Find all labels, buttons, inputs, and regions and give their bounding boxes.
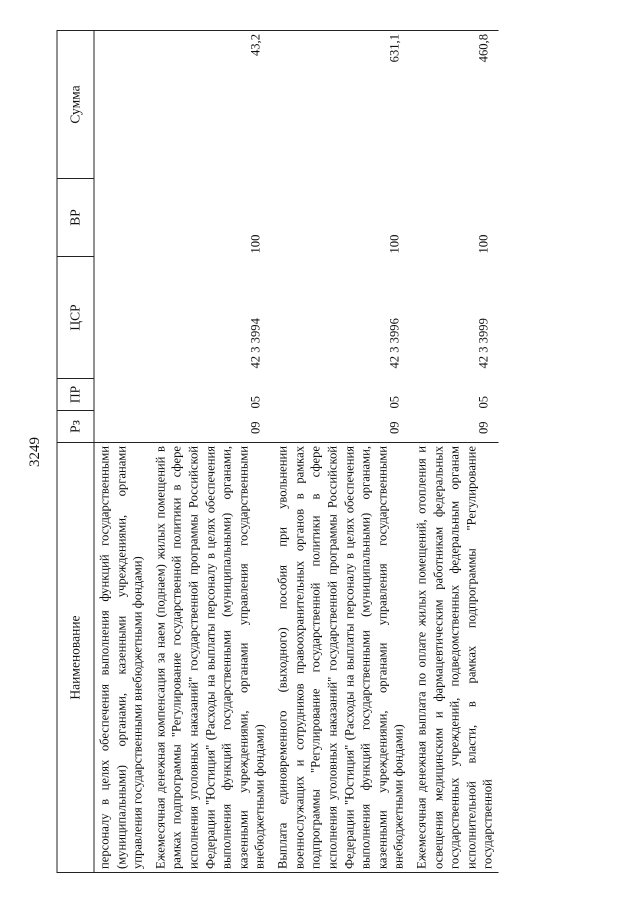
row-csr: [94, 257, 148, 379]
row-csr: 42 3 3999: [476, 318, 491, 369]
row-vr: [94, 179, 148, 257]
row-vr: 100: [387, 234, 402, 254]
row-name: персоналу в целях обеспечения выполнения функций государственными (муниципальными) органами, казенными учреждениями, органами управления государственными внебюджетными фондами): [94, 443, 148, 873]
row-rz: [94, 411, 148, 443]
row-rz: 09: [387, 421, 402, 434]
row-csr: 42 3 3996: [387, 318, 402, 369]
header-pr: ПР: [57, 379, 94, 411]
row-name: Ежемесячная денежная компенсация за наем (поднаем) жилых помещений в рамках подпрограммы "Регулирование государственной политики в сфере исполнения уголовных наказаний" государственной программы Российской Федерации "Юстиция" (Расходы на выплаты персоналу в целях обеспечения выполнения функций государственными (муниципальными) органами, казенными учреждениями, органами управления государственными внебюджетными фондами): [148, 443, 270, 873]
page-number: 3249: [27, 437, 43, 467]
row-sum: 460,8: [409, 31, 498, 179]
budget-table: [57, 30, 499, 873]
row-name: Ежемесячная денежная выплата по оплате жилых помещений, отопления и освещения медицинским и фармацевтическим работникам федеральных государственных учреждений, подведомственных федеральным органам исполнительной власти, в рамках подпрограммы "Регулирование государственной: [409, 443, 498, 873]
row-rz: 09: [248, 421, 263, 434]
row-sum: 43,2: [148, 31, 270, 179]
row-csr: 42 3 3994: [248, 318, 263, 369]
row-pr: 05: [248, 395, 263, 409]
table-row: [409, 31, 498, 873]
row-vr: 100: [476, 234, 491, 254]
row-vr: 100: [248, 234, 263, 254]
row-rz: 09: [476, 421, 491, 434]
table-row: [94, 31, 148, 873]
row-pr: 05: [476, 395, 491, 409]
budget-table-sheet: [57, 31, 584, 873]
header-rz: Рз: [57, 411, 94, 443]
table-header-row: [57, 31, 94, 873]
row-sum: 631,1: [271, 31, 410, 179]
row-pr: [94, 379, 148, 411]
header-sum: Сумма: [57, 31, 94, 179]
table-row: [148, 31, 270, 873]
header-vr: ВР: [57, 179, 94, 257]
table-row: [271, 31, 410, 873]
row-name: Выплата единовременного (выходного) пособия при увольнении военнослужащих и сотрудников правоохранительных органов в рамках подпрограммы "Регулирование государственной политики в сфере исполнения уголовных наказаний" государственной программы Российской Федерации "Юстиция" (Расходы на выплаты персоналу в целях обеспечения выполнения функций государственными (муниципальными) органами, казенными учреждениями, органами управления государственными внебюджетными фондами): [271, 443, 410, 873]
header-name: Наименование: [57, 443, 94, 873]
row-sum: [94, 31, 148, 179]
row-pr: 05: [387, 395, 402, 409]
header-csr: ЦСР: [57, 257, 94, 379]
